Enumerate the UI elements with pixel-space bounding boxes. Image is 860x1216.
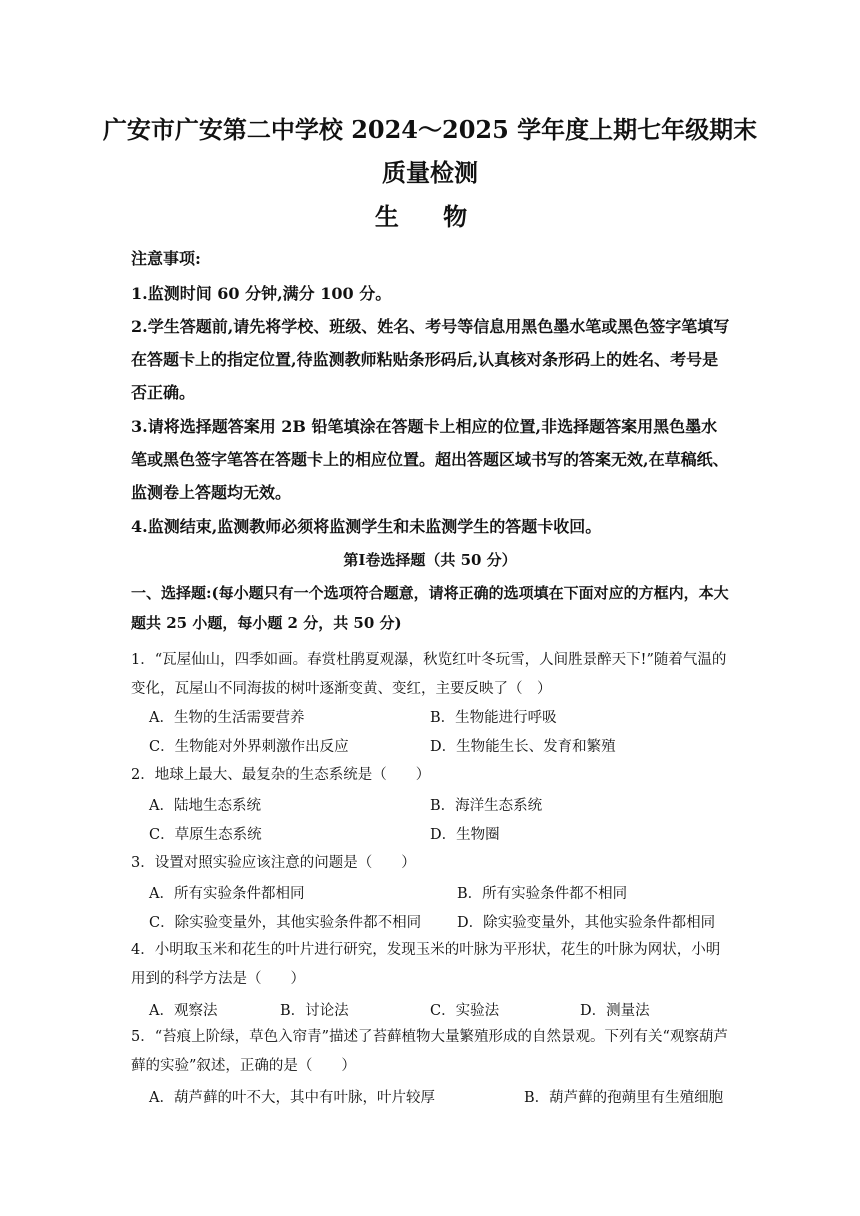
question-3-option-d: D．除实验变量外，其他实验条件都相同 (457, 915, 716, 931)
question-1-option-d: D．生物能生长、发育和繁殖 (430, 739, 616, 755)
notice-item-1: 1.监测时间 60 分钟,满分 100 分。 (131, 284, 392, 303)
question-2-option-a: A．陆地生态系统 (149, 798, 261, 814)
section-instructions: 一、选择题:(每小题只有一个选项符合题意，请将正确的选项填在下面对应的方框内，本大题共 25 小题，每小题 2 分，共 50 分) (131, 584, 729, 632)
exam-title-line2: 质量检测 (382, 158, 478, 187)
question-1-stem: 1．“瓦屋仙山，四季如画。春赏杜鹃夏观瀑，秋览红叶冬玩雪，人间胜景醉天下!”随着气温的变化，瓦屋山不同海拔的树叶逐渐变黄、变红，主要反映了（ ） (131, 652, 727, 697)
question-3-option-b: B．所有实验条件都不相同 (457, 886, 628, 902)
question-4-option-a: A．观察法 (149, 1003, 218, 1019)
question-1-option-c: C．生物能对外界刺激作出反应 (149, 739, 349, 755)
section-title: 第Ⅰ卷选择题（共 50 分） (343, 551, 517, 569)
question-5-option-a: A．葫芦藓的叶不大，其中有叶脉，叶片较厚 (149, 1090, 435, 1106)
question-1-option-b: B．生物能进行呼吸 (430, 710, 557, 726)
question-2-option-b: B．海洋生态系统 (430, 798, 543, 814)
question-3-stem: 3．设置对照实验应该注意的问题是（ ） (131, 855, 416, 871)
notice-item-2: 2.学生答题前,请先将学校、班级、姓名、考号等信息用黑色墨水笔或黑色签字笔填写在答题卡上的指定位置,待监测教师粘贴条形码后,认真核对条形码上的姓名、考号是否正确。 (131, 317, 730, 402)
question-5-option-b: B．葫芦藓的孢蒴里有生殖细胞 (524, 1090, 724, 1106)
question-3-option-a: A．所有实验条件都相同 (149, 886, 305, 902)
question-2-option-d: D．生物圈 (430, 827, 500, 843)
question-4-option-c: C．实验法 (430, 1003, 500, 1019)
exam-title-line1: 广安市广安第二中学校 2024～2025 学年度上期七年级期末 (102, 115, 758, 144)
notice-heading: 注意事项: (131, 249, 201, 268)
notice-item-4: 4.监测结束,监测教师必须将监测学生和未监测学生的答题卡收回。 (131, 517, 602, 536)
notice-item-3: 3.请将选择题答案用 2B 铅笔填涂在答题卡上相应的位置,非选择题答案用黑色墨水笔或黑色签字笔答在答题卡上的相应位置。超出答题区域书写的答案无效,在草稿纸、监测卷上答题均无效。 (131, 417, 729, 502)
question-1-option-a: A．生物的生活需要营养 (149, 710, 305, 726)
question-2-option-c: C．草原生态系统 (149, 827, 262, 843)
question-2-stem: 2．地球上最大、最复杂的生态系统是（ ） (131, 767, 431, 783)
question-4-stem: 4．小明取玉米和花生的叶片进行研究，发现玉米的叶脉为平形状，花生的叶脉为网状，小明用到的科学方法是（ ） (131, 942, 721, 987)
exam-subject: 生 物 (374, 202, 486, 231)
question-3-option-c: C．除实验变量外，其他实验条件都不相同 (149, 915, 422, 931)
question-4-option-b: B．讨论法 (280, 1003, 349, 1019)
question-5-stem: 5．“苔痕上阶绿，草色入帘青”描述了苔藓植物大量繁殖形成的自然景观。下列有关“观察葫芦藓的实验”叙述，正确的是（ ） (131, 1029, 728, 1074)
question-4-option-d: D．测量法 (580, 1003, 650, 1019)
